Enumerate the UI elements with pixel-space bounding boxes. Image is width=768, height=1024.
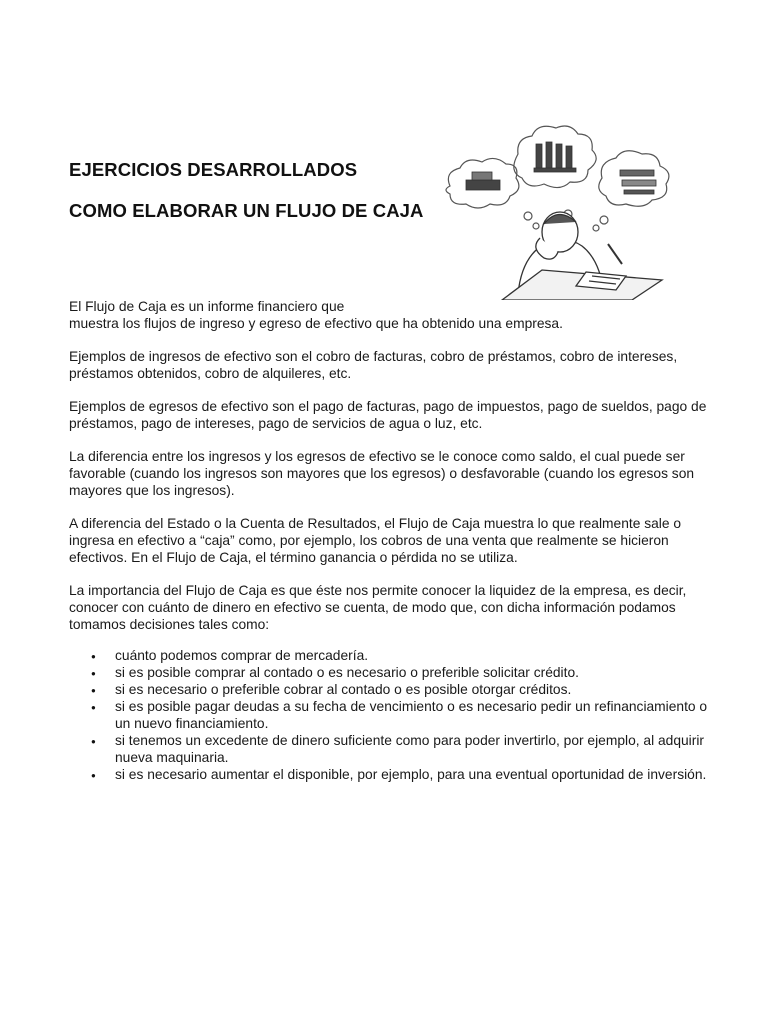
intro-line-2: muestra los flujos de ingreso y egreso de efectivo que ha obtenido una empresa. [69,316,563,331]
list-item: ● si es necesario aumentar el disponible, por ejemplo, para una eventual oportunidad de inversión. [115,766,714,783]
list-item: ● si es posible comprar al contado o es necesario o preferible solicitar crédito. [115,664,714,681]
document-body [69,298,714,783]
list-item: ● cuánto podemos comprar de mercadería. [115,647,714,664]
page-title: EJERCICIOS DESARROLLADOS [69,159,358,180]
list-item: ● si tenemos un excedente de dinero suficiente como para poder invertirlo, por ejemplo, al adquirir nueva maquinaria. [115,732,714,766]
paragraph-egresos: Ejemplos de egresos de efectivo son el pago de facturas, pago de impuestos, pago de sueldos, pago de préstamos, pago de intereses, pago de servicios de agua o luz, etc. [69,399,707,431]
intro-paragraph [69,298,714,332]
paragraph-importancia: La importancia del Flujo de Caja es que éste nos permite conocer la liquidez de la empresa, es decir, conocer con cuánto de dinero en efectivo se cuenta, de modo que, con dicha información podamos tomamos decisiones tales como: [69,583,687,632]
businessman-thinking-illustration [436,124,686,300]
thought-bubble-center [514,126,596,188]
thought-bubble-right [599,151,669,206]
paragraph-ingresos: Ejemplos de ingresos de efectivo son el cobro de facturas, cobro de préstamos, cobro de intereses, préstamos obtenidos, cobro de alquileres, etc. [69,349,678,381]
paragraph-saldo: La diferencia entre los ingresos y los egresos de efectivo se le conoce como saldo, el cual puede ser favorable (cuando los ingresos son mayores que los egresos) o desfavorable (cuando los egresos son mayores que los ingresos). [69,449,695,498]
list-item: ● si es necesario o preferible cobrar al contado o es posible otorgar créditos. [115,681,714,698]
intro-line-1: El Flujo de Caja es un informe financiero que [69,299,345,314]
decisions-list [69,647,714,783]
list-item: ● si es posible pagar deudas a su fecha de vencimiento o es necesario pedir un refinanciamiento o un nuevo financiamiento. [115,698,714,732]
page-subtitle: COMO ELABORAR UN FLUJO DE CAJA [69,200,424,221]
paragraph-diferencia: A diferencia del Estado o la Cuenta de Resultados, el Flujo de Caja muestra lo que realmente sale o ingresa en efectivo a “caja” como, por ejemplo, los cobros de una venta que realmente se hicieron efectivos. En el Flujo de Caja, el término ganancia o pérdida no se utiliza. [69,516,682,565]
